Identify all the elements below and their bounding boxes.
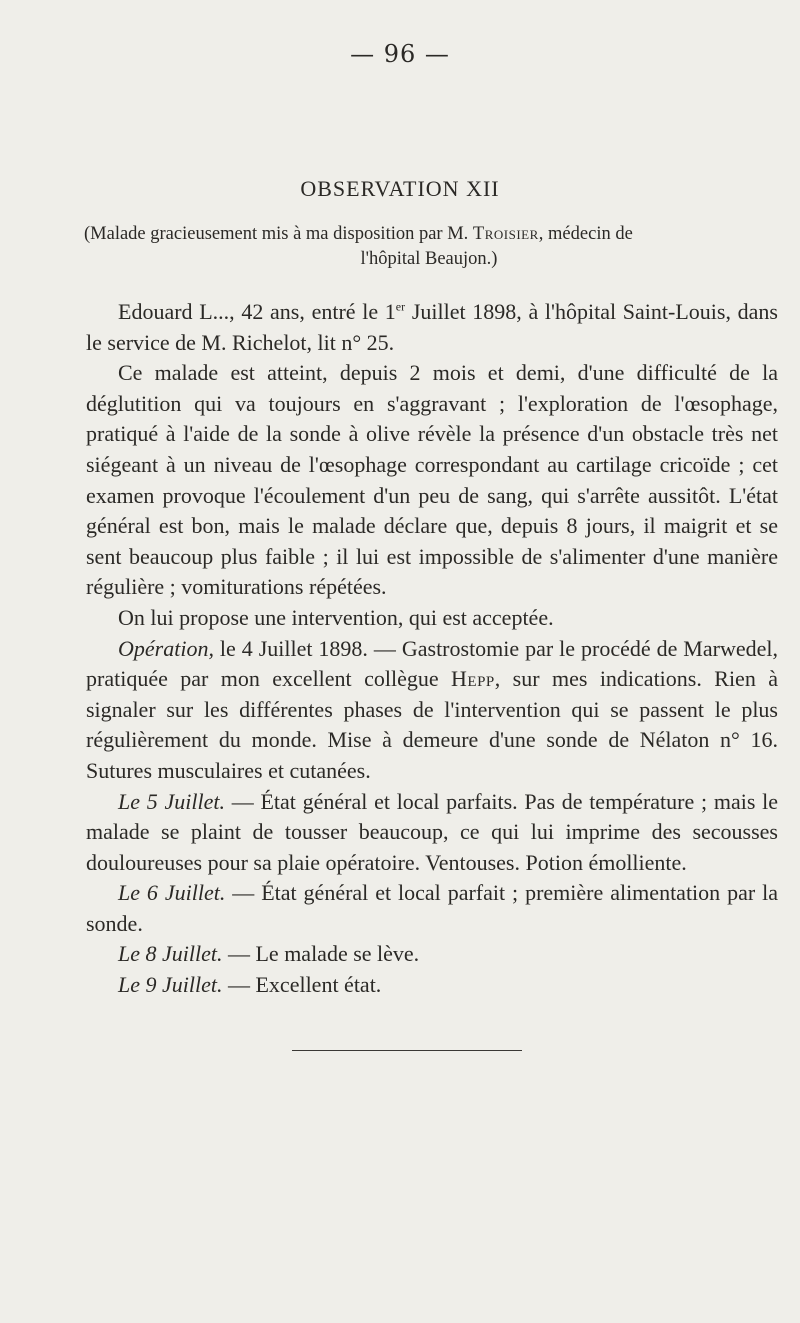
page-number: — 96 — [350, 40, 450, 68]
paragraph-operation [86, 634, 778, 787]
note-line1-end: , médecin de [538, 224, 633, 244]
paragraph-july-5 [86, 787, 778, 879]
paragraph-july-9 [86, 970, 778, 1001]
date-label-july-5: Le 5 Juillet. [118, 788, 225, 814]
patient-admission: Juillet 1898, à l'hôpital Saint-Louis, dans le service de M. Richelot, lit n° 25. [86, 299, 778, 355]
patient-intro: Edouard L..., 42 ans, entré le 1 [118, 299, 396, 324]
july-9-text: — Excellent état. [222, 972, 382, 998]
paragraph-july-6 [86, 878, 778, 939]
observation-body [86, 297, 778, 1001]
july-8-text: — Le malade se lève. [222, 941, 420, 967]
attribution-note [84, 222, 774, 272]
paragraph-proposal: On lui propose une intervention, qui est acceptée. [118, 604, 554, 630]
operation-label: Opération, [118, 635, 214, 661]
observation-heading: OBSERVATION XII [300, 176, 500, 201]
july-5-text: — État général et local parfaits. Pas de température ; mais le malade se plaint de tousser beaucoup, ce qui lui imprime des secousses douloureuses pour sa plaie opératoire. Ventouses. Potion émolliente. [86, 788, 778, 875]
operation-text-a: le 4 Juillet 1898. — Gastrostomie par le procédé de Marwedel, pratiquée par mon excellent collègue [86, 635, 778, 692]
date-label-july-9: Le 9 Juillet. [118, 972, 223, 998]
surgeon-name: Hepp [451, 666, 495, 692]
paragraph-july-8 [86, 939, 778, 970]
operation-text-b: , sur mes indications. Rien à signaler sur les différentes phases de l'intervention qui se passent le plus régulièrement du monde. Mise à demeure d'une sonde de Nélaton n° 16. Sutures musculaires et cutanées. [86, 666, 778, 783]
paragraph-patient [86, 297, 778, 358]
july-6-text: — État général et local parfait ; première alimentation par la sonde. [86, 880, 778, 936]
note-physician-name: Troisier [472, 224, 539, 244]
paragraph-history: Ce malade est atteint, depuis 2 mois et demi, d'une difficulté de la déglutition qui va toujours en s'aggravant ; l'exploration de l'œsophage, pratiqué à l'aide de la sonde à olive révèle la présence d'un obstacle très net siégeant à un niveau de l'œsophage correspondant au cartilage cricoïde ; cet examen provoque l'écoulement d'un peu de sang, qui s'arrête aussitôt. L'état général est bon, mais le malade déclare que, depuis 8 jours, il maigrit et se sent beaucoup plus faible ; il lui est impossible de s'alimenter d'une manière régulière ; vomiturations répétées. [86, 360, 778, 600]
section-divider-rule [292, 1050, 522, 1051]
note-line2: l'hôpital Beaujon.) [360, 249, 498, 269]
superscript-er: er [395, 299, 406, 314]
date-label-july-8: Le 8 Juillet. [118, 941, 223, 967]
note-line1: (Malade gracieusement mis à ma disposition par M. [84, 224, 473, 244]
date-label-july-6: Le 6 Juillet. [118, 880, 226, 906]
